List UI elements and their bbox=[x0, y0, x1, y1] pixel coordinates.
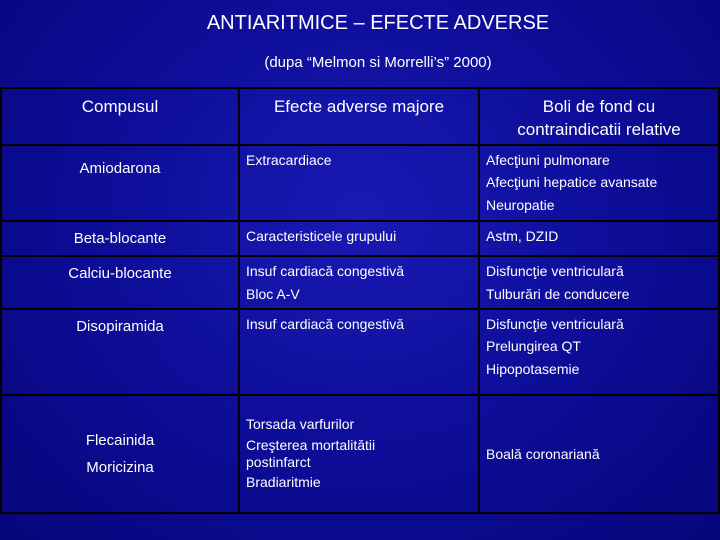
compound-name: Beta-blocante bbox=[73, 229, 167, 247]
table-header-row bbox=[1, 88, 719, 145]
diseases-cell bbox=[479, 145, 719, 221]
header-effects: Efecte adverse majore bbox=[239, 88, 479, 145]
diseases-cell bbox=[479, 256, 719, 308]
compound-name: Flecainida bbox=[85, 431, 155, 449]
table-row bbox=[1, 221, 719, 257]
compound-cell bbox=[1, 145, 239, 221]
effects-cell bbox=[239, 145, 479, 221]
compound-cell bbox=[1, 256, 239, 308]
effects-cell bbox=[239, 221, 479, 257]
header-diseases-line-1: Boli de fond cu bbox=[542, 97, 656, 116]
diseases-cell bbox=[479, 395, 719, 513]
disease-item: Prelungirea QT bbox=[486, 338, 581, 355]
effect-item: Insuf cardiacă congestivă bbox=[246, 315, 404, 332]
disease-item: Afecţiuni pulmonare bbox=[486, 151, 610, 168]
adverse-effects-table bbox=[0, 87, 720, 514]
compound-name: Disopiramida bbox=[76, 317, 164, 335]
disease-item: Tulburări de conducere bbox=[486, 285, 630, 302]
table-row bbox=[1, 145, 719, 221]
effect-item: Bloc A-V bbox=[246, 285, 300, 302]
effect-item: Bradiaritmie bbox=[246, 473, 321, 490]
effect-item: Caracteristicele grupului bbox=[246, 227, 397, 244]
disease-item: Disfuncţie ventriculară bbox=[486, 315, 624, 332]
table-row bbox=[1, 395, 719, 513]
compound-name: Amiodarona bbox=[79, 159, 161, 177]
effect-item: Creşterea mortalitătii bbox=[246, 436, 376, 453]
effect-item: postinfarct bbox=[246, 453, 311, 470]
effects-cell bbox=[239, 309, 479, 395]
disease-item: Boală coronariană bbox=[486, 445, 600, 462]
compound-cell bbox=[1, 221, 239, 257]
compound-name: Calciu-blocante bbox=[68, 265, 172, 283]
effect-item: Torsada varfurilor bbox=[246, 415, 355, 432]
effect-item: Extracardiace bbox=[246, 151, 332, 168]
compound-cell bbox=[1, 395, 239, 513]
slide-title: ANTIARITMICE – EFECTE ADVERSE bbox=[206, 12, 550, 34]
slide-subtitle: (dupa “Melmon si Morrelli’s” 2000) bbox=[264, 54, 492, 71]
effect-item: Insuf cardiacă congestivă bbox=[246, 263, 404, 280]
compound-name: Moricizina bbox=[86, 458, 154, 476]
header-diseases bbox=[479, 88, 719, 145]
disease-item: Disfuncţie ventriculară bbox=[486, 263, 624, 280]
disease-item: Hipopotasemie bbox=[486, 360, 580, 377]
diseases-cell bbox=[479, 221, 719, 257]
header-compound: Compusul bbox=[1, 88, 239, 145]
disease-item: Astm, DZID bbox=[486, 227, 559, 244]
table-row bbox=[1, 309, 719, 395]
diseases-cell bbox=[479, 309, 719, 395]
table-row bbox=[1, 256, 719, 308]
header-diseases-line-2: contraindicatii relative bbox=[517, 120, 681, 139]
effects-cell bbox=[239, 395, 479, 513]
disease-item: Neuropatie bbox=[486, 196, 555, 213]
effects-cell bbox=[239, 256, 479, 308]
compound-cell bbox=[1, 309, 239, 395]
disease-item: Afecţiuni hepatice avansate bbox=[486, 174, 658, 191]
